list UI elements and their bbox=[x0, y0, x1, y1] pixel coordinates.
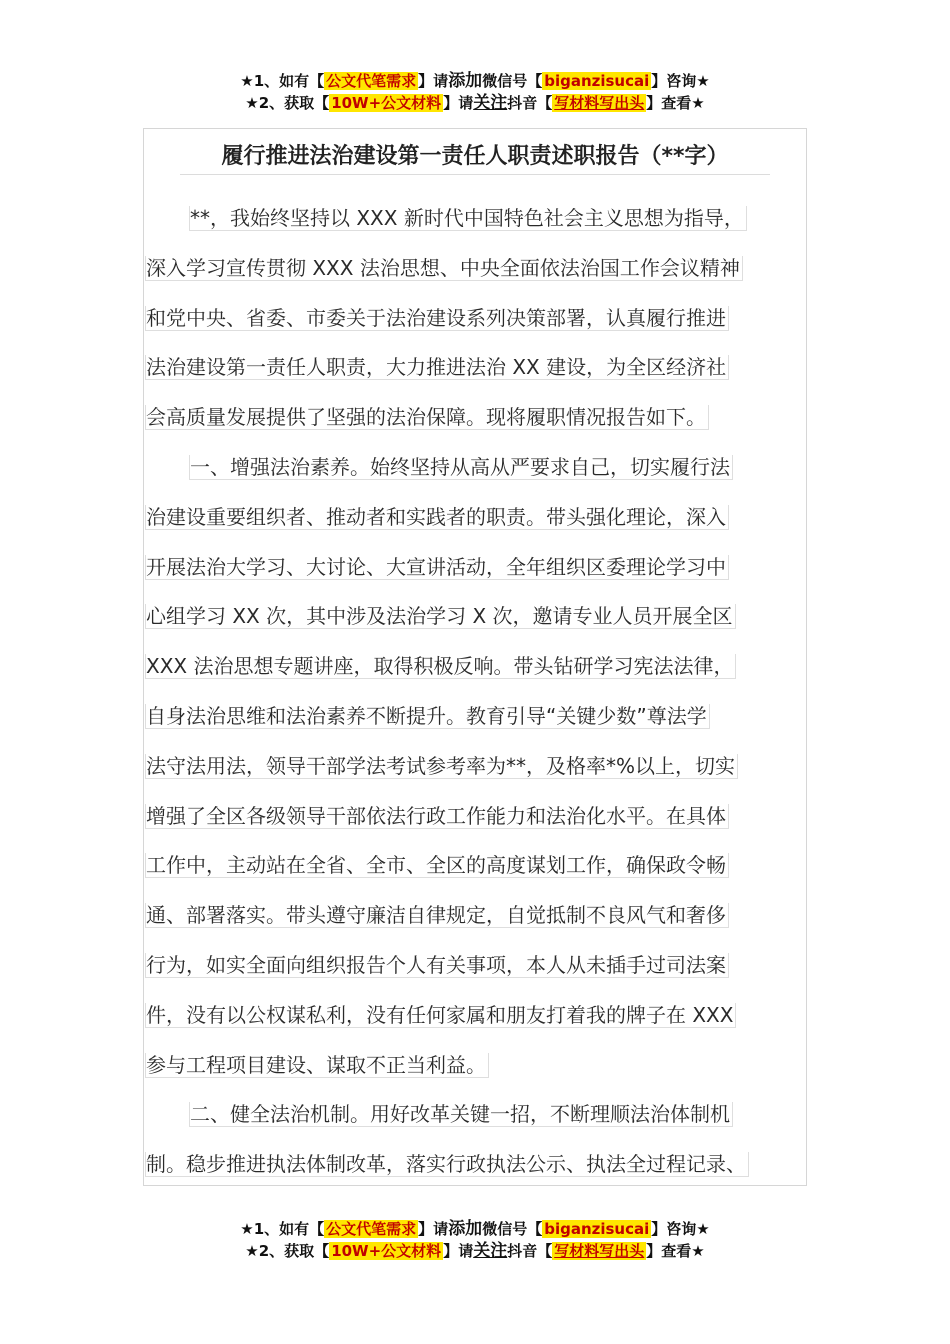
text-line: 自身法治思维和法治素养不断提升。教育引导“关键少数”尊法学 bbox=[145, 692, 807, 742]
promo-line-1: ★1、如有【 公文代笔需求 】请添加微信号【 biganzisucai 】咨询★ bbox=[240, 71, 710, 91]
text-line: **，我始终坚持以 XXX 新时代中国特色社会主义思想为指导， bbox=[145, 194, 807, 244]
text-line: 深入学习宣传贯彻 XXX 法治思想、中央全面依法治国工作会议精神 bbox=[145, 244, 807, 294]
text-line: 工作中，主动站在全省、全市、全区的高度谋划工作，确保政令畅 bbox=[145, 841, 807, 891]
promo-footer bbox=[0, 1218, 950, 1262]
text-line: 增强了全区各级领导干部依法行政工作能力和法治化水平。在具体 bbox=[145, 792, 807, 842]
text-line: 心组学习 XX 次，其中涉及法治学习 X 次，邀请专业人员开展全区 bbox=[145, 592, 807, 642]
text-line: 一、增强法治素养。始终坚持从高从严要求自己，切实履行法 bbox=[145, 443, 807, 493]
promo-highlight: 10W+公文材料 bbox=[331, 1242, 442, 1260]
promo-line-2: ★2、获取【 10W+公文材料 】请关注抖音【 写材料写出头 】查看★ bbox=[245, 1241, 705, 1261]
text-line: 行为，如实全面向组织报告个人有关事项，本人从未插手过司法案 bbox=[145, 941, 807, 991]
promo-highlight: biganzisucai bbox=[544, 72, 650, 90]
promo-line-1: ★1、如有【 公文代笔需求 】请添加微信号【 biganzisucai 】咨询★ bbox=[240, 1219, 710, 1239]
text-line: 和党中央、省委、市委关于法治建设系列决策部署，认真履行推进 bbox=[145, 294, 807, 344]
promo-highlight: 写材料写出头 bbox=[554, 1242, 645, 1260]
promo-highlight: 10W+公文材料 bbox=[331, 94, 442, 112]
text-line: 制。稳步推进执法体制改革，落实行政执法公示、执法全过程记录、 bbox=[145, 1140, 807, 1190]
text-line: 件，没有以公权谋私利，没有任何家属和朋友打着我的牌子在 XXX bbox=[145, 991, 807, 1041]
text-line: 二、健全法治机制。用好改革关键一招，不断理顺法治体制机 bbox=[145, 1090, 807, 1140]
promo-highlight: biganzisucai bbox=[544, 1220, 650, 1238]
promo-highlight: 公文代笔需求 bbox=[326, 72, 417, 90]
text-line: 法守法用法，领导干部学法考试参考率为**，及格率*%以上，切实 bbox=[145, 742, 807, 792]
text-line: XXX 法治思想专题讲座，取得积极反响。带头钻研学习宪法法律， bbox=[145, 642, 807, 692]
text-line: 开展法治大学习、大讨论、大宣讲活动，全年组织区委理论学习中 bbox=[145, 543, 807, 593]
document-body bbox=[145, 194, 807, 1190]
promo-line-2: ★2、获取【 10W+公文材料 】请关注抖音【 写材料写出头 】查看★ bbox=[245, 93, 705, 113]
document-title: 履行推进法治建设第一责任人职责述职报告（**字） bbox=[180, 140, 770, 175]
promo-header bbox=[0, 70, 950, 114]
promo-highlight: 公文代笔需求 bbox=[326, 1220, 417, 1238]
text-line: 治建设重要组织者、推动者和实践者的职责。带头强化理论，深入 bbox=[145, 493, 807, 543]
promo-highlight: 写材料写出头 bbox=[554, 94, 645, 112]
text-line: 参与工程项目建设、谋取不正当利益。 bbox=[145, 1041, 807, 1091]
text-line: 会高质量发展提供了坚强的法治保障。现将履职情况报告如下。 bbox=[145, 393, 807, 443]
text-line: 通、部署落实。带头遵守廉洁自律规定，自觉抵制不良风气和奢侈 bbox=[145, 891, 807, 941]
text-line: 法治建设第一责任人职责，大力推进法治 XX 建设，为全区经济社 bbox=[145, 343, 807, 393]
